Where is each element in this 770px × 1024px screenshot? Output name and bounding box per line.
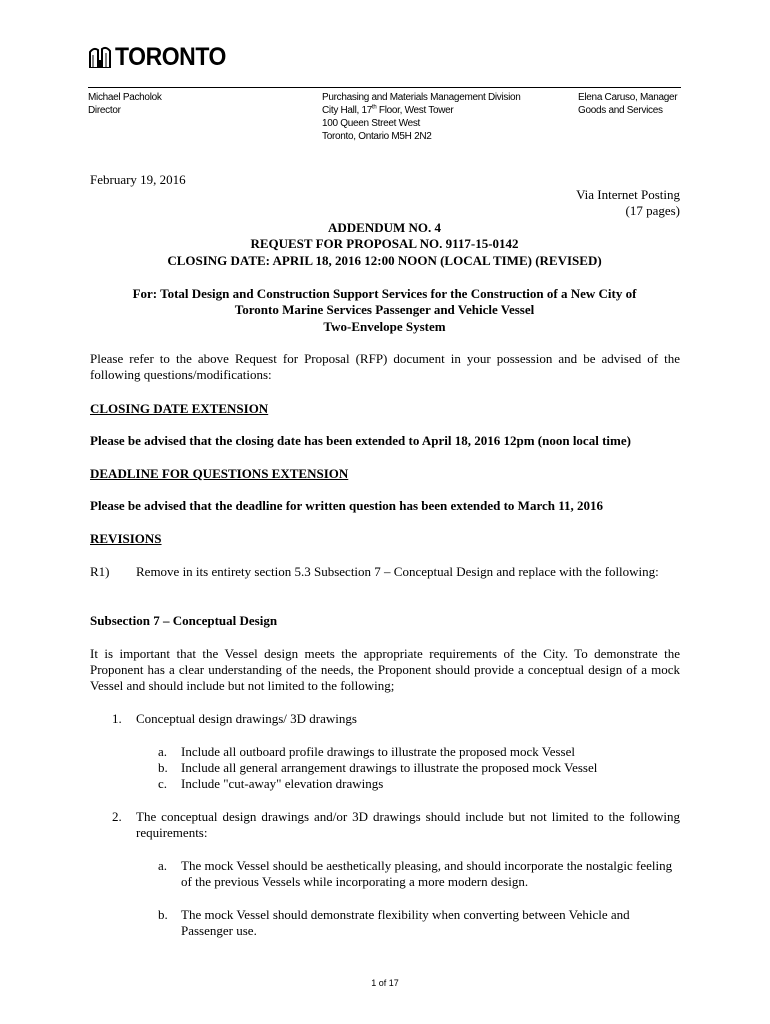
- subsection-heading: Subsection 7 – Conceptual Design: [90, 613, 278, 628]
- manager-dept: Goods and Services: [578, 105, 663, 116]
- address-floor: City Hall, 17th Floor, West Tower: [322, 104, 454, 116]
- header-rule: [88, 87, 681, 88]
- deadline-extension-heading: DEADLINE FOR QUESTIONS EXTENSION: [90, 466, 349, 481]
- list-item-2a-letter: a.: [158, 858, 168, 873]
- closing-date: CLOSING DATE: APRIL 18, 2016 12:00 NOON (LOCAL TIME) (REVISED): [167, 253, 602, 268]
- header-right: [578, 91, 677, 117]
- city-hall-icon: [88, 46, 112, 68]
- deadline-extension-text: Please be advised that the deadline for written question has been extended to March 11, 2016: [90, 498, 604, 513]
- closing-extension-text: Please be advised that the closing date has been extended to April 18, 2016 12pm (noon local time): [90, 433, 631, 448]
- r1-text: Remove in its entirety section 5.3 Subsection 7 – Conceptual Design and replace with the following:: [136, 564, 659, 579]
- page-number: 1 of 17: [371, 978, 399, 988]
- header-middle: [322, 91, 521, 143]
- intro-paragraph: Please refer to the above Request for Proposal (RFP) document in your possession and be advised of the following questions/modifications:: [90, 351, 680, 382]
- list-item-2-number: 2.: [112, 809, 122, 824]
- header-left: [88, 91, 162, 117]
- rfp-number: REQUEST FOR PROPOSAL NO. 9117-15-0142: [250, 236, 519, 251]
- list-item-2b-letter: b.: [158, 907, 168, 922]
- address-city: Toronto, Ontario M5H 2N2: [322, 131, 432, 142]
- r1-label: R1): [90, 564, 110, 579]
- director-name: Michael Pacholok: [88, 92, 162, 103]
- list-item-1a-text: Include all outboard profile drawings to illustrate the proposed mock Vessel: [181, 744, 575, 759]
- division-name: Purchasing and Materials Management Division: [322, 92, 521, 103]
- subsection-paragraph: It is important that the Vessel design meets the appropriate requirements of the City. To demonstrate the Proponent has a clear understanding of the needs, the Proponent should provide a conceptual design of a mock Vessel and should include but not limited to the following;: [90, 646, 680, 693]
- logo-wordmark: TORONTO: [115, 43, 226, 71]
- list-item-2b-text: The mock Vessel should demonstrate flexibility when converting between Vehicle and Passenger use.: [181, 907, 630, 938]
- list-item-1c-letter: c.: [158, 776, 168, 791]
- list-item-2a-text: The mock Vessel should be aesthetically pleasing, and should incorporate the nostalgic feeling of the previous Vessels while incorporating a more modern design.: [181, 858, 673, 889]
- list-item-1-number: 1.: [112, 711, 122, 726]
- director-title: Director: [88, 105, 121, 116]
- list-item-1c-text: Include "cut-away" elevation drawings: [181, 776, 384, 791]
- manager-name: Elena Caruso, Manager: [578, 92, 678, 103]
- list-item-1-text: Conceptual design drawings/ 3D drawings: [136, 711, 357, 726]
- list-item-2-text: The conceptual design drawings and/or 3D drawings should include but not limited to the following requirements:: [136, 809, 680, 840]
- closing-extension-heading: CLOSING DATE EXTENSION: [90, 401, 269, 416]
- for-line-1: For: Total Design and Construction Support Services for the Construction of a New City of: [132, 286, 637, 301]
- letter-date: February 19, 2016: [90, 172, 186, 187]
- via-posting: Via Internet Posting (17 pages): [576, 187, 680, 218]
- for-line-2: Toronto Marine Services Passenger and Vehicle Vessel: [234, 302, 535, 317]
- revisions-heading: REVISIONS: [90, 531, 162, 546]
- list-item-1b-text: Include all general arrangement drawings to illustrate the proposed mock Vessel: [181, 760, 598, 775]
- list-item-1b-letter: b.: [158, 760, 168, 775]
- toronto-logo: [88, 43, 236, 71]
- addendum-title: ADDENDUM NO. 4: [327, 220, 442, 235]
- list-item-1a-letter: a.: [158, 744, 168, 759]
- address-street: 100 Queen Street West: [322, 118, 421, 129]
- for-line-3: Two-Envelope System: [323, 319, 446, 334]
